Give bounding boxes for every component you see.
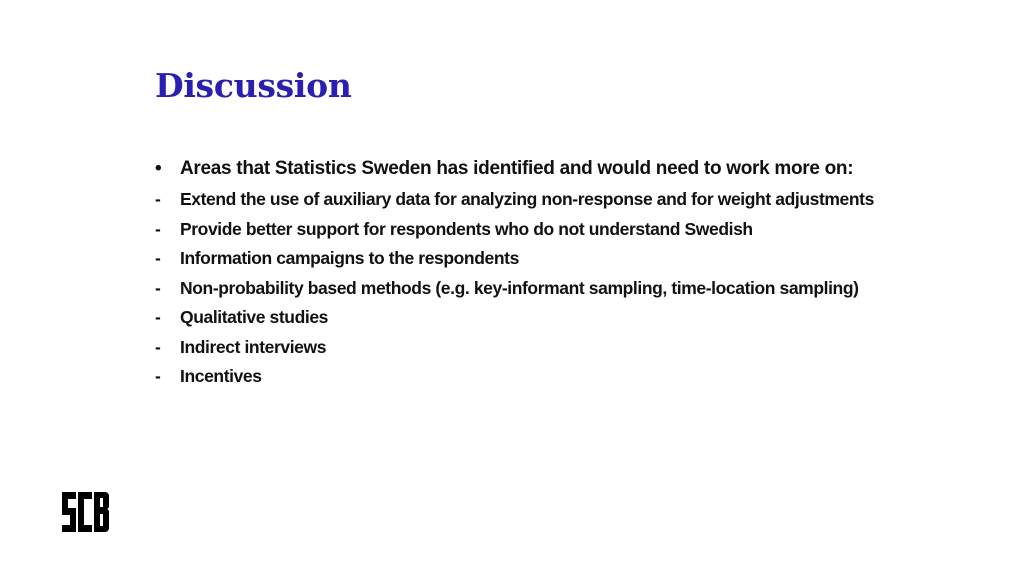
- list-item-text: Extend the use of auxiliary data for analyzing non-response and for weight adjustments: [180, 189, 874, 209]
- list-item-text: Information campaigns to the respondents: [180, 248, 519, 268]
- slide-title: Discussion: [155, 66, 352, 105]
- dash-marker: -: [155, 366, 161, 386]
- dash-marker: -: [155, 218, 161, 239]
- dash-marker: -: [155, 248, 161, 268]
- dash-marker: -: [155, 189, 161, 209]
- scb-logo-icon: [61, 488, 109, 536]
- list-item-text: Qualitative studies: [180, 307, 329, 327]
- bullet-marker: •: [155, 158, 162, 179]
- list-item-text: Provide better support for respondents who do not understand Swedish: [180, 218, 753, 239]
- bullet-text: Areas that Statistics Sweden has identified and would need to work more on:: [180, 158, 854, 179]
- dash-marker: -: [155, 277, 161, 298]
- list-item-text: Indirect interviews: [180, 336, 327, 357]
- dash-marker: -: [155, 336, 161, 357]
- dash-marker: -: [155, 307, 161, 327]
- list-item-text: Incentives: [180, 366, 262, 386]
- list-item-text: Non-probability based methods (e.g. key-informant sampling, time-location sampling): [180, 277, 859, 298]
